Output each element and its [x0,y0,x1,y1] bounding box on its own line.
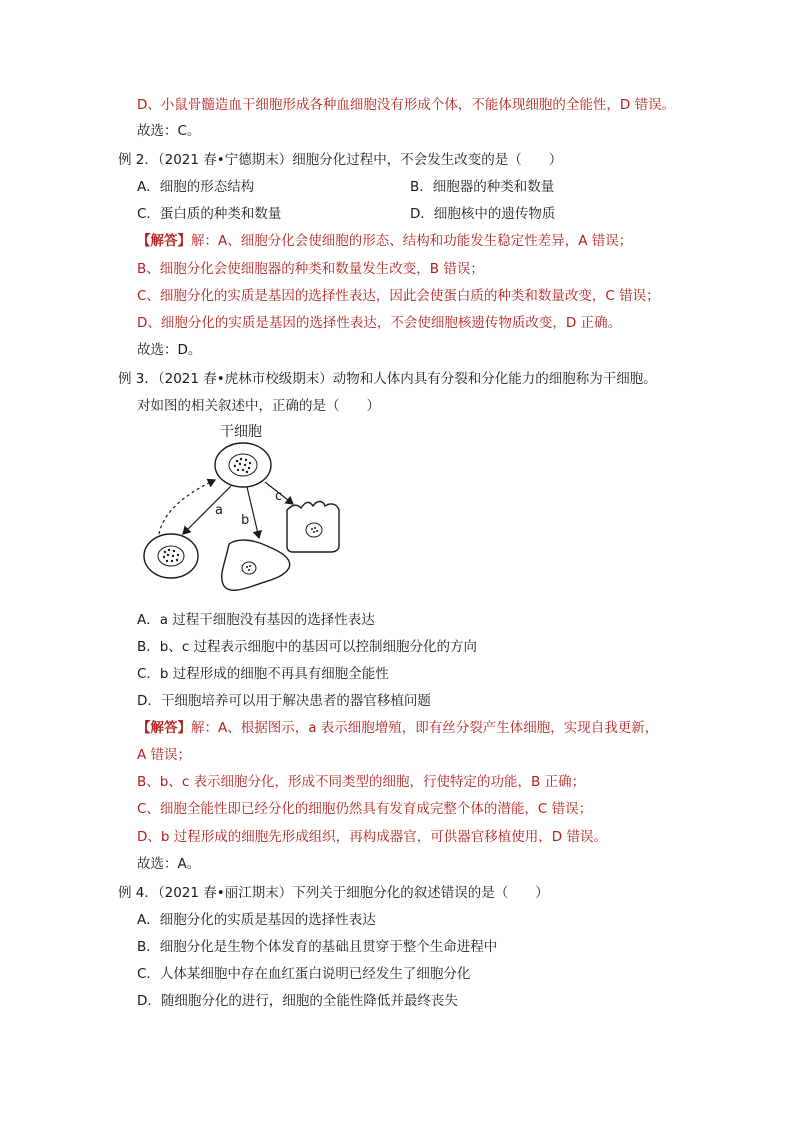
arrow-a [183,486,231,534]
q2-answer-line-4: D、细胞分化的实质是基因的选择性表达，不会使细胞核遗传物质改变，D 正确。 [137,315,622,331]
prev-answer-conclusion: 故选：C。 [137,123,201,139]
q4-option-c: C．人体某细胞中存在血红蛋白说明已经发生了细胞分化 [137,966,471,982]
q3-answer-line-4: C、细胞全能性即已经分化的细胞仍然具有发育成完整个体的潜能，C 错误； [137,801,593,817]
q3-stem-line-1: 例 3．（2021 春•虎林市校级期末）动物和人体内具有分裂和分化能力的细胞称为干细胞。 [118,371,657,387]
label-c: c [275,489,283,504]
q3-answer-line-1 [137,719,658,737]
q4-option-d: D．随细胞分化的进行，细胞的全能性降低并最终丧失 [137,993,458,1009]
arrow-dashed-renewal [159,480,215,534]
q2-answer-tag: 【解答】 [137,233,191,249]
q3-option-d: D．干细胞培养可以用于解决患者的器官移植问题 [137,693,431,709]
q3-option-c: C．b 过程形成的细胞不再具有细胞全能性 [137,666,389,682]
q2-stem: 例 2．（2021 春•宁德期末）细胞分化过程中，不会发生改变的是（ ） [118,152,563,168]
q2-option-c: C．蛋白质的种类和数量 [137,206,282,222]
q2-answer-line-2: B、细胞分化会使细胞器的种类和数量发生改变，B 错误； [137,261,484,277]
q2-answer-line-3: C、细胞分化的实质是基因的选择性表达，因此会使蛋白质的种类和数量改变，C 错误； [137,288,660,304]
q2-option-b: B．细胞器的种类和数量 [410,179,555,195]
q2-conclusion: 故选：D。 [137,342,202,358]
self-renewed-stem-cell [144,534,198,578]
q3-stem-line-2: 对如图的相关叙述中，正确的是（ ） [137,398,380,414]
q3-answer-line-3: B、b、c 表示细胞分化，形成不同类型的细胞，行使特定的功能，B 正确； [137,774,586,790]
stem-cell-diagram [137,418,377,598]
q3-conclusion: 故选：A。 [137,856,201,872]
q3-answer-line-5: D、b 过程形成的细胞先形成组织，再构成器官，可供器官移植使用，D 错误。 [137,829,607,845]
q2-answer-line-1 [137,232,632,250]
q3-answer-line-2: A 错误； [137,747,192,763]
q2-answer-text: 解：A、细胞分化会使细胞的形态、结构和功能发生稳定性差异，A 错误； [191,233,633,249]
label-a: a [215,503,223,518]
differentiated-cell-b [222,540,290,590]
prev-answer-option-d: D、小鼠骨髓造血干细胞形成各种血细胞没有形成个体，不能体现细胞的全能性，D 错误。 [137,97,676,113]
q4-option-a: A．细胞分化的实质是基因的选择性表达 [137,912,376,928]
q2-option-d: D．细胞核中的遗传物质 [410,206,556,222]
q4-option-b: B．细胞分化是生物个体发育的基础且贯穿于整个生命进程中 [137,939,498,955]
q3-answer-tag: 【解答】 [137,720,191,736]
q4-stem: 例 4．（2021 春•丽江期末）下列关于细胞分化的叙述错误的是（ ） [118,885,549,901]
label-b: b [241,513,250,528]
q3-answer-text: 解：A、根据图示，a 表示细胞增殖，即有丝分裂产生体细胞，实现自我更新， [191,720,659,736]
q3-option-b: B．b、c 过程表示细胞中的基因可以控制细胞分化的方向 [137,639,478,655]
stem-cell [215,443,271,487]
q3-option-a: A．a 过程干细胞没有基因的选择性表达 [137,612,375,628]
q2-option-a: A．细胞的形态结构 [137,179,255,195]
differentiated-cell-c [287,502,339,553]
figure-title: 干细胞 [220,424,262,440]
